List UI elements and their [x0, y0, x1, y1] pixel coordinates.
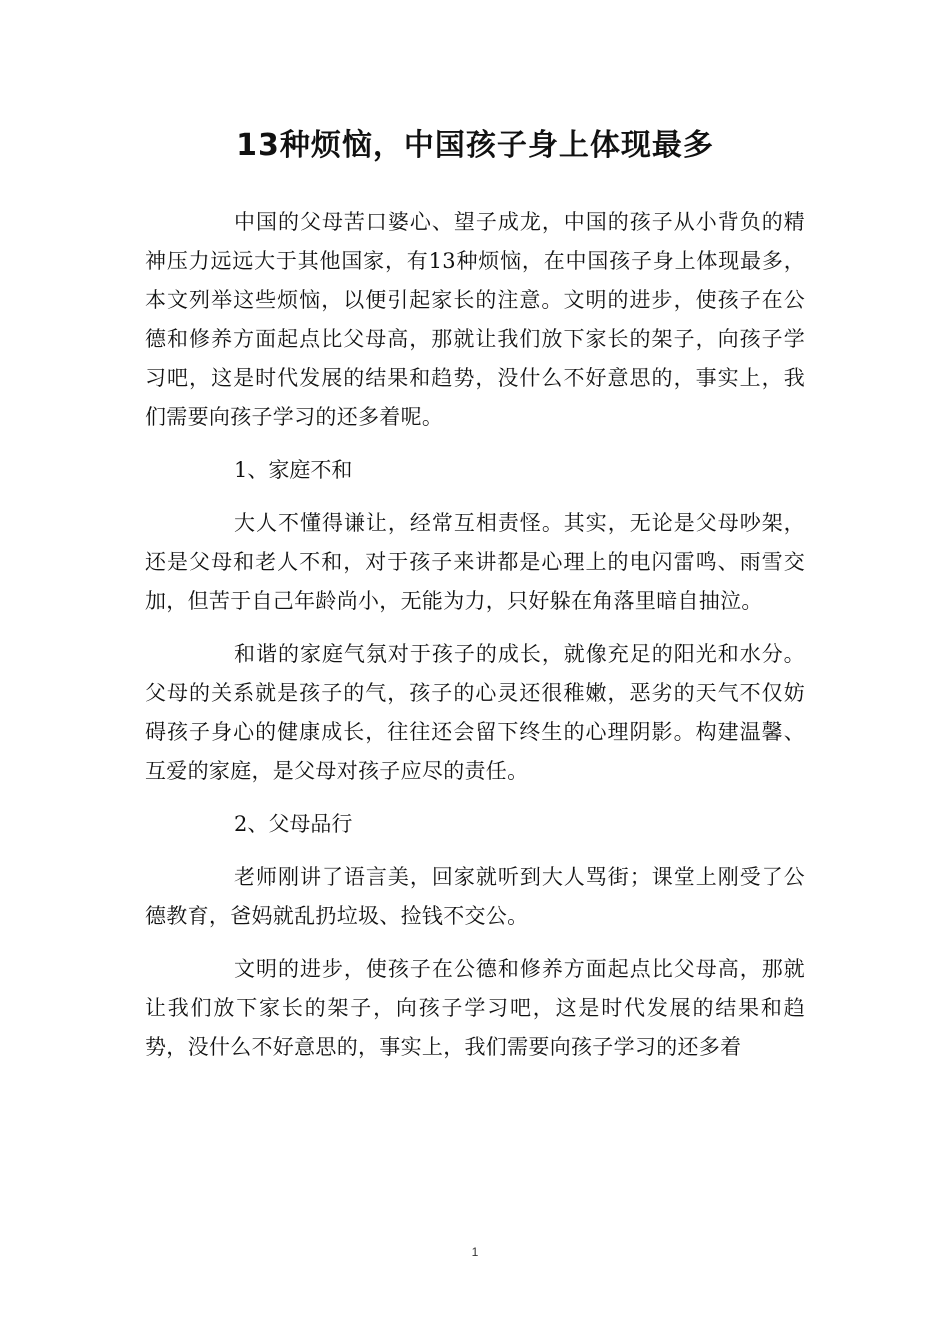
paragraph-intro: 中国的父母苦口婆心、望子成龙，中国的孩子从小背负的精神压力远远大于其他国家，有13种烦恼，在中国孩子身上体现最多，本文列举这些烦恼，以便引起家长的注意。文明的进步，使孩子在公德和修养方面起点比父母高，那就让我们放下家长的架子，向孩子学习吧，这是时代发展的结果和趋势，没什么不好意思的，事实上，我们需要向孩子学习的还多着呢。 [145, 210, 805, 429]
section-heading-parent-conduct: 2、父母品行 [234, 812, 353, 836]
paragraph: 文明的进步，使孩子在公德和修养方面起点比父母高，那就让我们放下家长的架子，向孩子学习吧，这是时代发展的结果和趋势，没什么不好意思的，事实上，我们需要向孩子学习的还多着 [145, 957, 805, 1059]
paragraph: 大人不懂得谦让，经常互相责怪。其实，无论是父母吵架，还是父母和老人不和，对于孩子来讲都是心理上的电闪雷鸣、雨雪交加，但苦于自己年龄尚小，无能为力，只好躲在角落里暗自抽泣。 [145, 511, 805, 613]
paragraph: 和谐的家庭气氛对于孩子的成长，就像充足的阳光和水分。父母的关系就是孩子的气，孩子的心灵还很稚嫩，恶劣的天气不仅妨碍孩子身心的健康成长，往往还会留下终生的心理阴影。构建温馨、互爱的家庭，是父母对孩子应尽的责任。 [145, 642, 805, 783]
section-heading-family-discord: 1、家庭不和 [234, 458, 353, 482]
page-number: 1 [471, 1245, 479, 1259]
paragraph: 老师刚讲了语言美，回家就听到大人骂街；课堂上刚受了公德教育，爸妈就乱扔垃圾、捡钱不交公。 [145, 865, 805, 928]
document-body [145, 203, 805, 1081]
document-title: 13种烦恼，中国孩子身上体现最多 [236, 128, 714, 163]
